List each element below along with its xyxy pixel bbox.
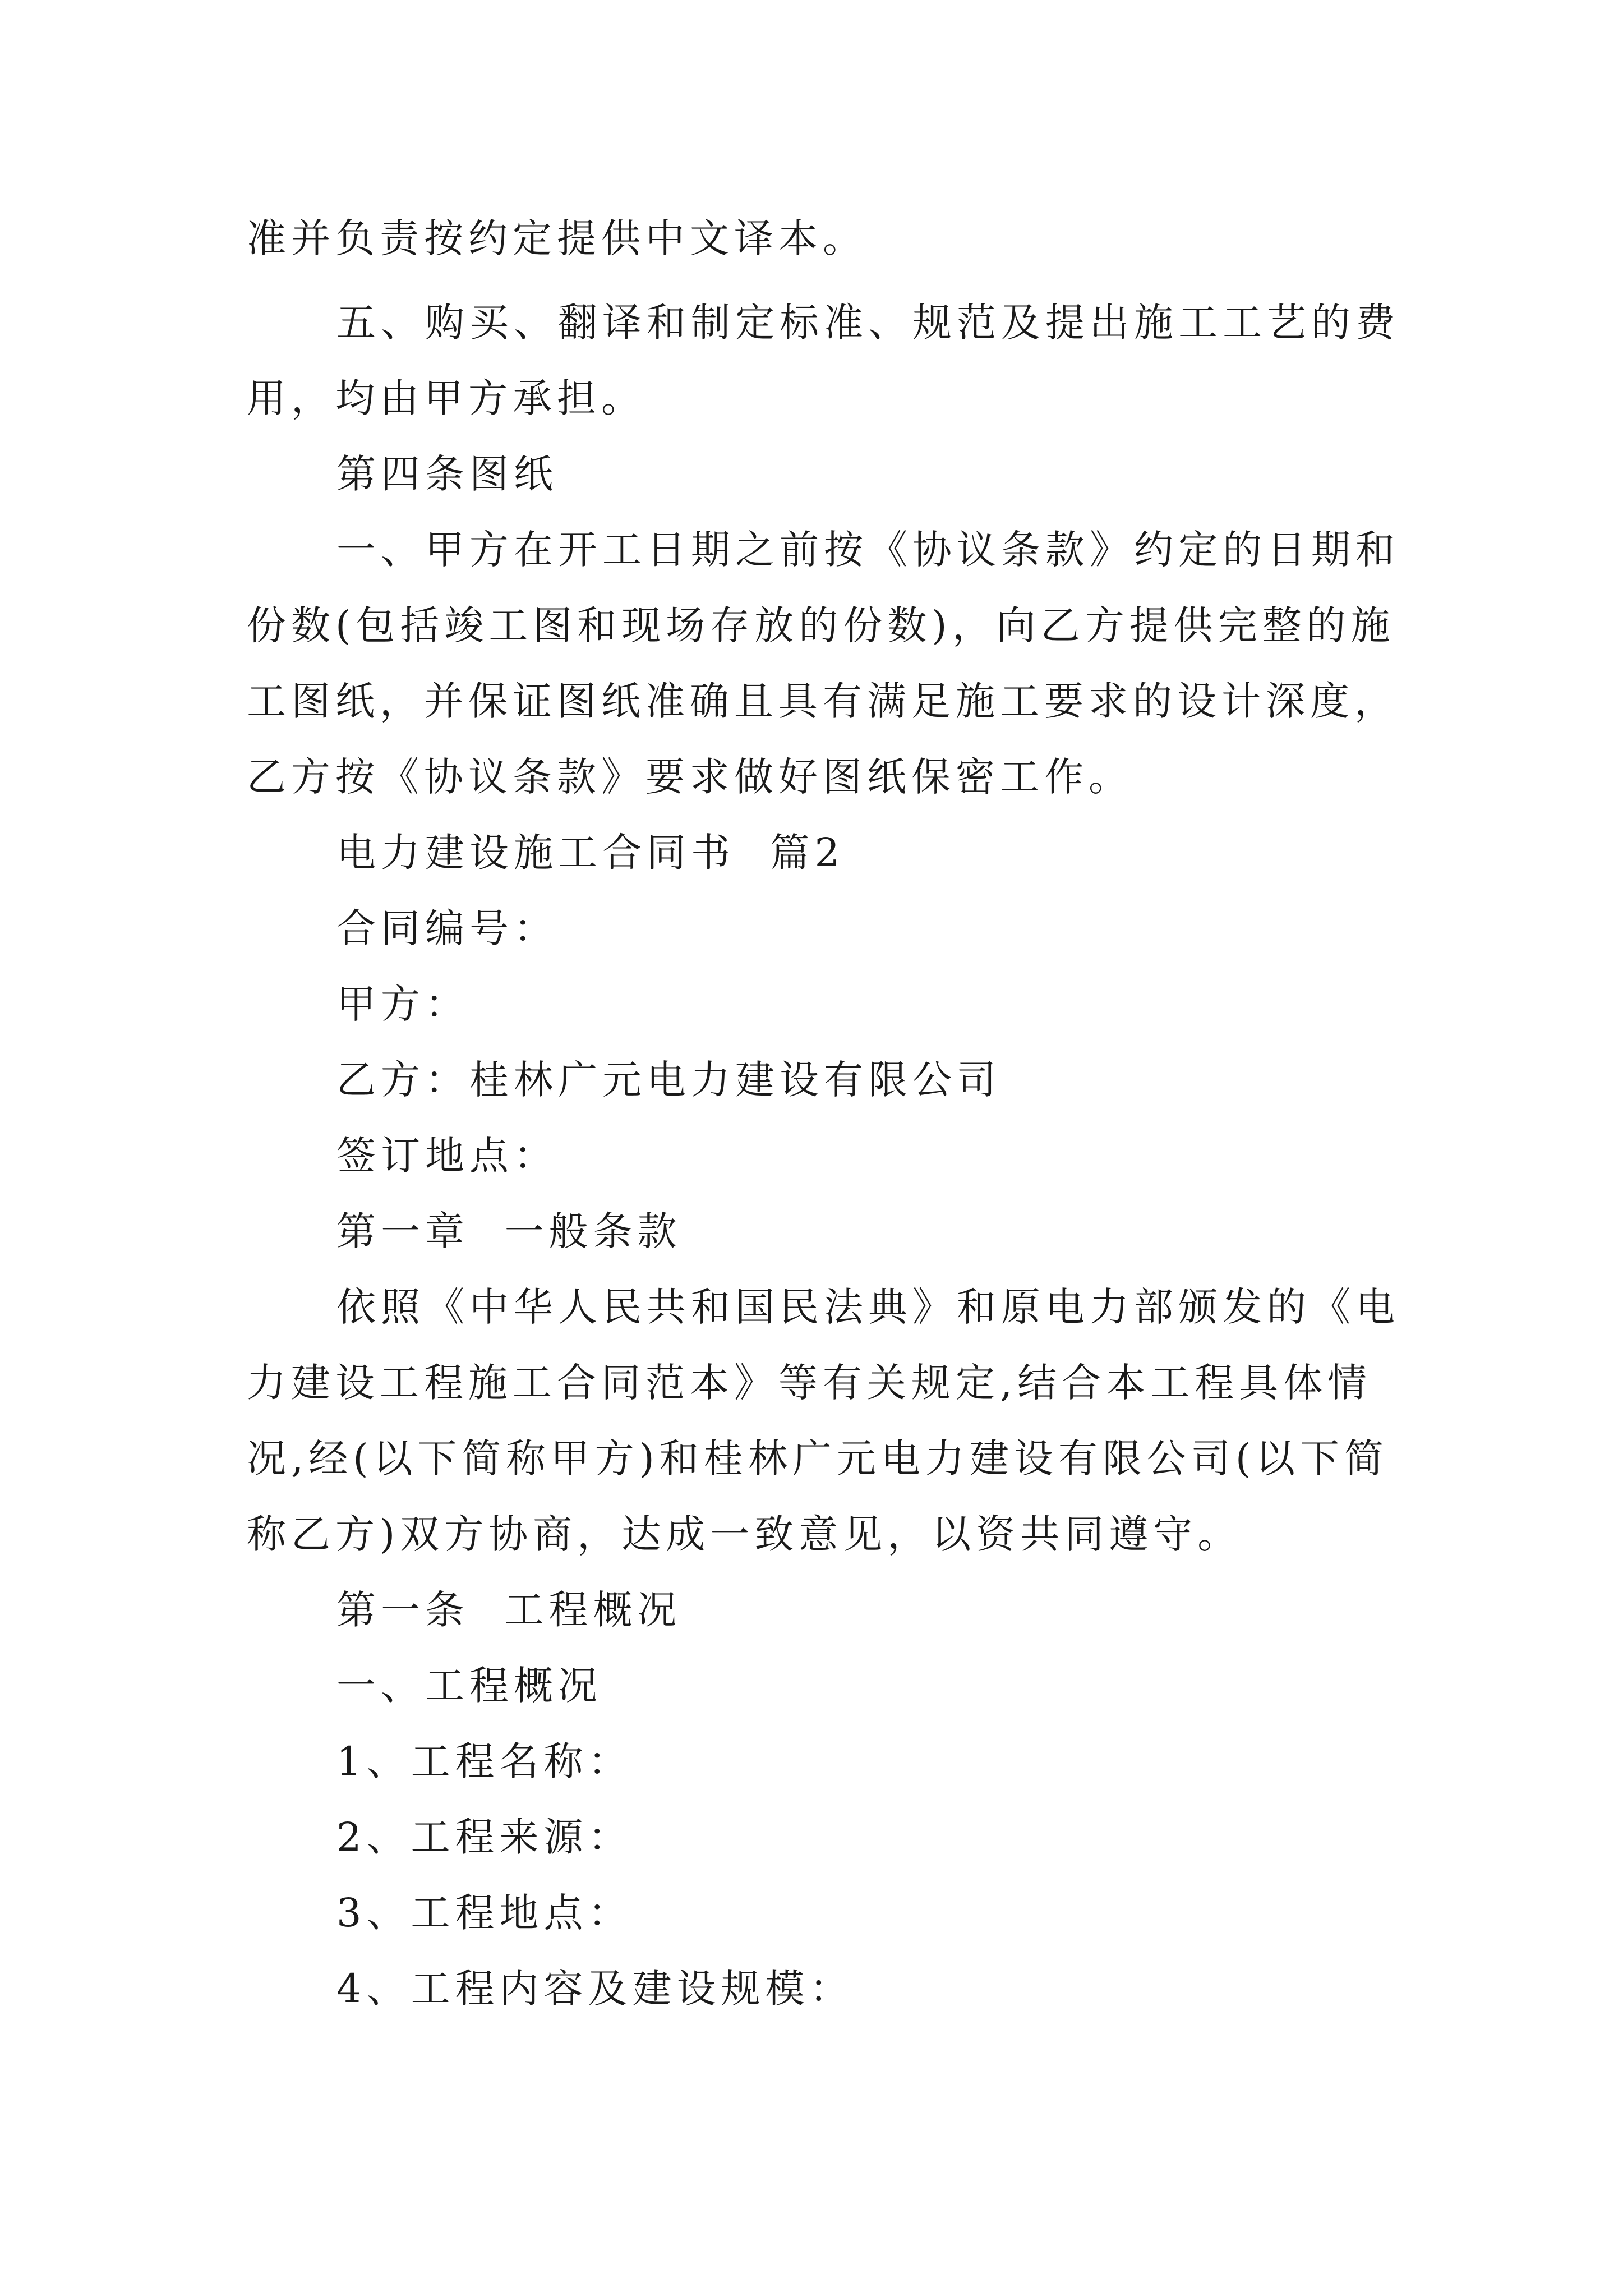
- text-line-5: 一、甲方在开工日期之前按《协议条款》约定的日期和: [336, 527, 1400, 573]
- text-line-16: 力建设工程施工合同范本》等有关规定,结合本工程具体情: [247, 1360, 1372, 1406]
- text-line-3: 用，均由甲方承担。: [247, 375, 645, 421]
- subheading-project-overview: 一、工程概况: [336, 1663, 602, 1709]
- text-line-6: 份数(包括竣工图和现场存放的份数)，向乙方提供完整的施: [247, 602, 1395, 648]
- article-heading-project-overview: 第一条 工程概况: [336, 1587, 682, 1633]
- project-name-field: 1、工程名称：: [336, 1738, 633, 1784]
- party-a-field: 甲方：: [336, 981, 469, 1027]
- contract-number-field: 合同编号：: [336, 905, 558, 951]
- document-title-part2: 电力建设施工合同书 篇2: [336, 830, 845, 876]
- signing-location-field: 签订地点：: [336, 1133, 558, 1179]
- text-line-15: 依照《中华人民共和国民法典》和原电力部颁发的《电: [336, 1284, 1400, 1330]
- text-line-1: 准并负责按约定提供中文译本。: [247, 215, 867, 261]
- text-line-2: 五、购买、翻译和制定标准、规范及提出施工工艺的费: [336, 300, 1400, 346]
- project-location-field: 3、工程地点：: [336, 1890, 633, 1936]
- party-b-field: 乙方：桂林广元电力建设有限公司: [336, 1057, 1001, 1103]
- text-line-8: 乙方按《协议条款》要求做好图纸保密工作。: [247, 754, 1133, 800]
- text-line-17: 况,经(以下简称甲方)和桂林广元电力建设有限公司(以下简: [247, 1435, 1389, 1481]
- project-scope-field: 4、工程内容及建设规模：: [336, 1966, 854, 2012]
- chapter-heading-general-terms: 第一章 一般条款: [336, 1208, 682, 1254]
- section-heading-drawings: 第四条图纸: [336, 451, 558, 497]
- project-source-field: 2、工程来源：: [336, 1814, 633, 1860]
- text-line-18: 称乙方)双方协商，达成一致意见，以资共同遵守。: [247, 1511, 1242, 1557]
- text-line-7: 工图纸，并保证图纸准确且具有满足施工要求的设计深度，: [247, 678, 1399, 724]
